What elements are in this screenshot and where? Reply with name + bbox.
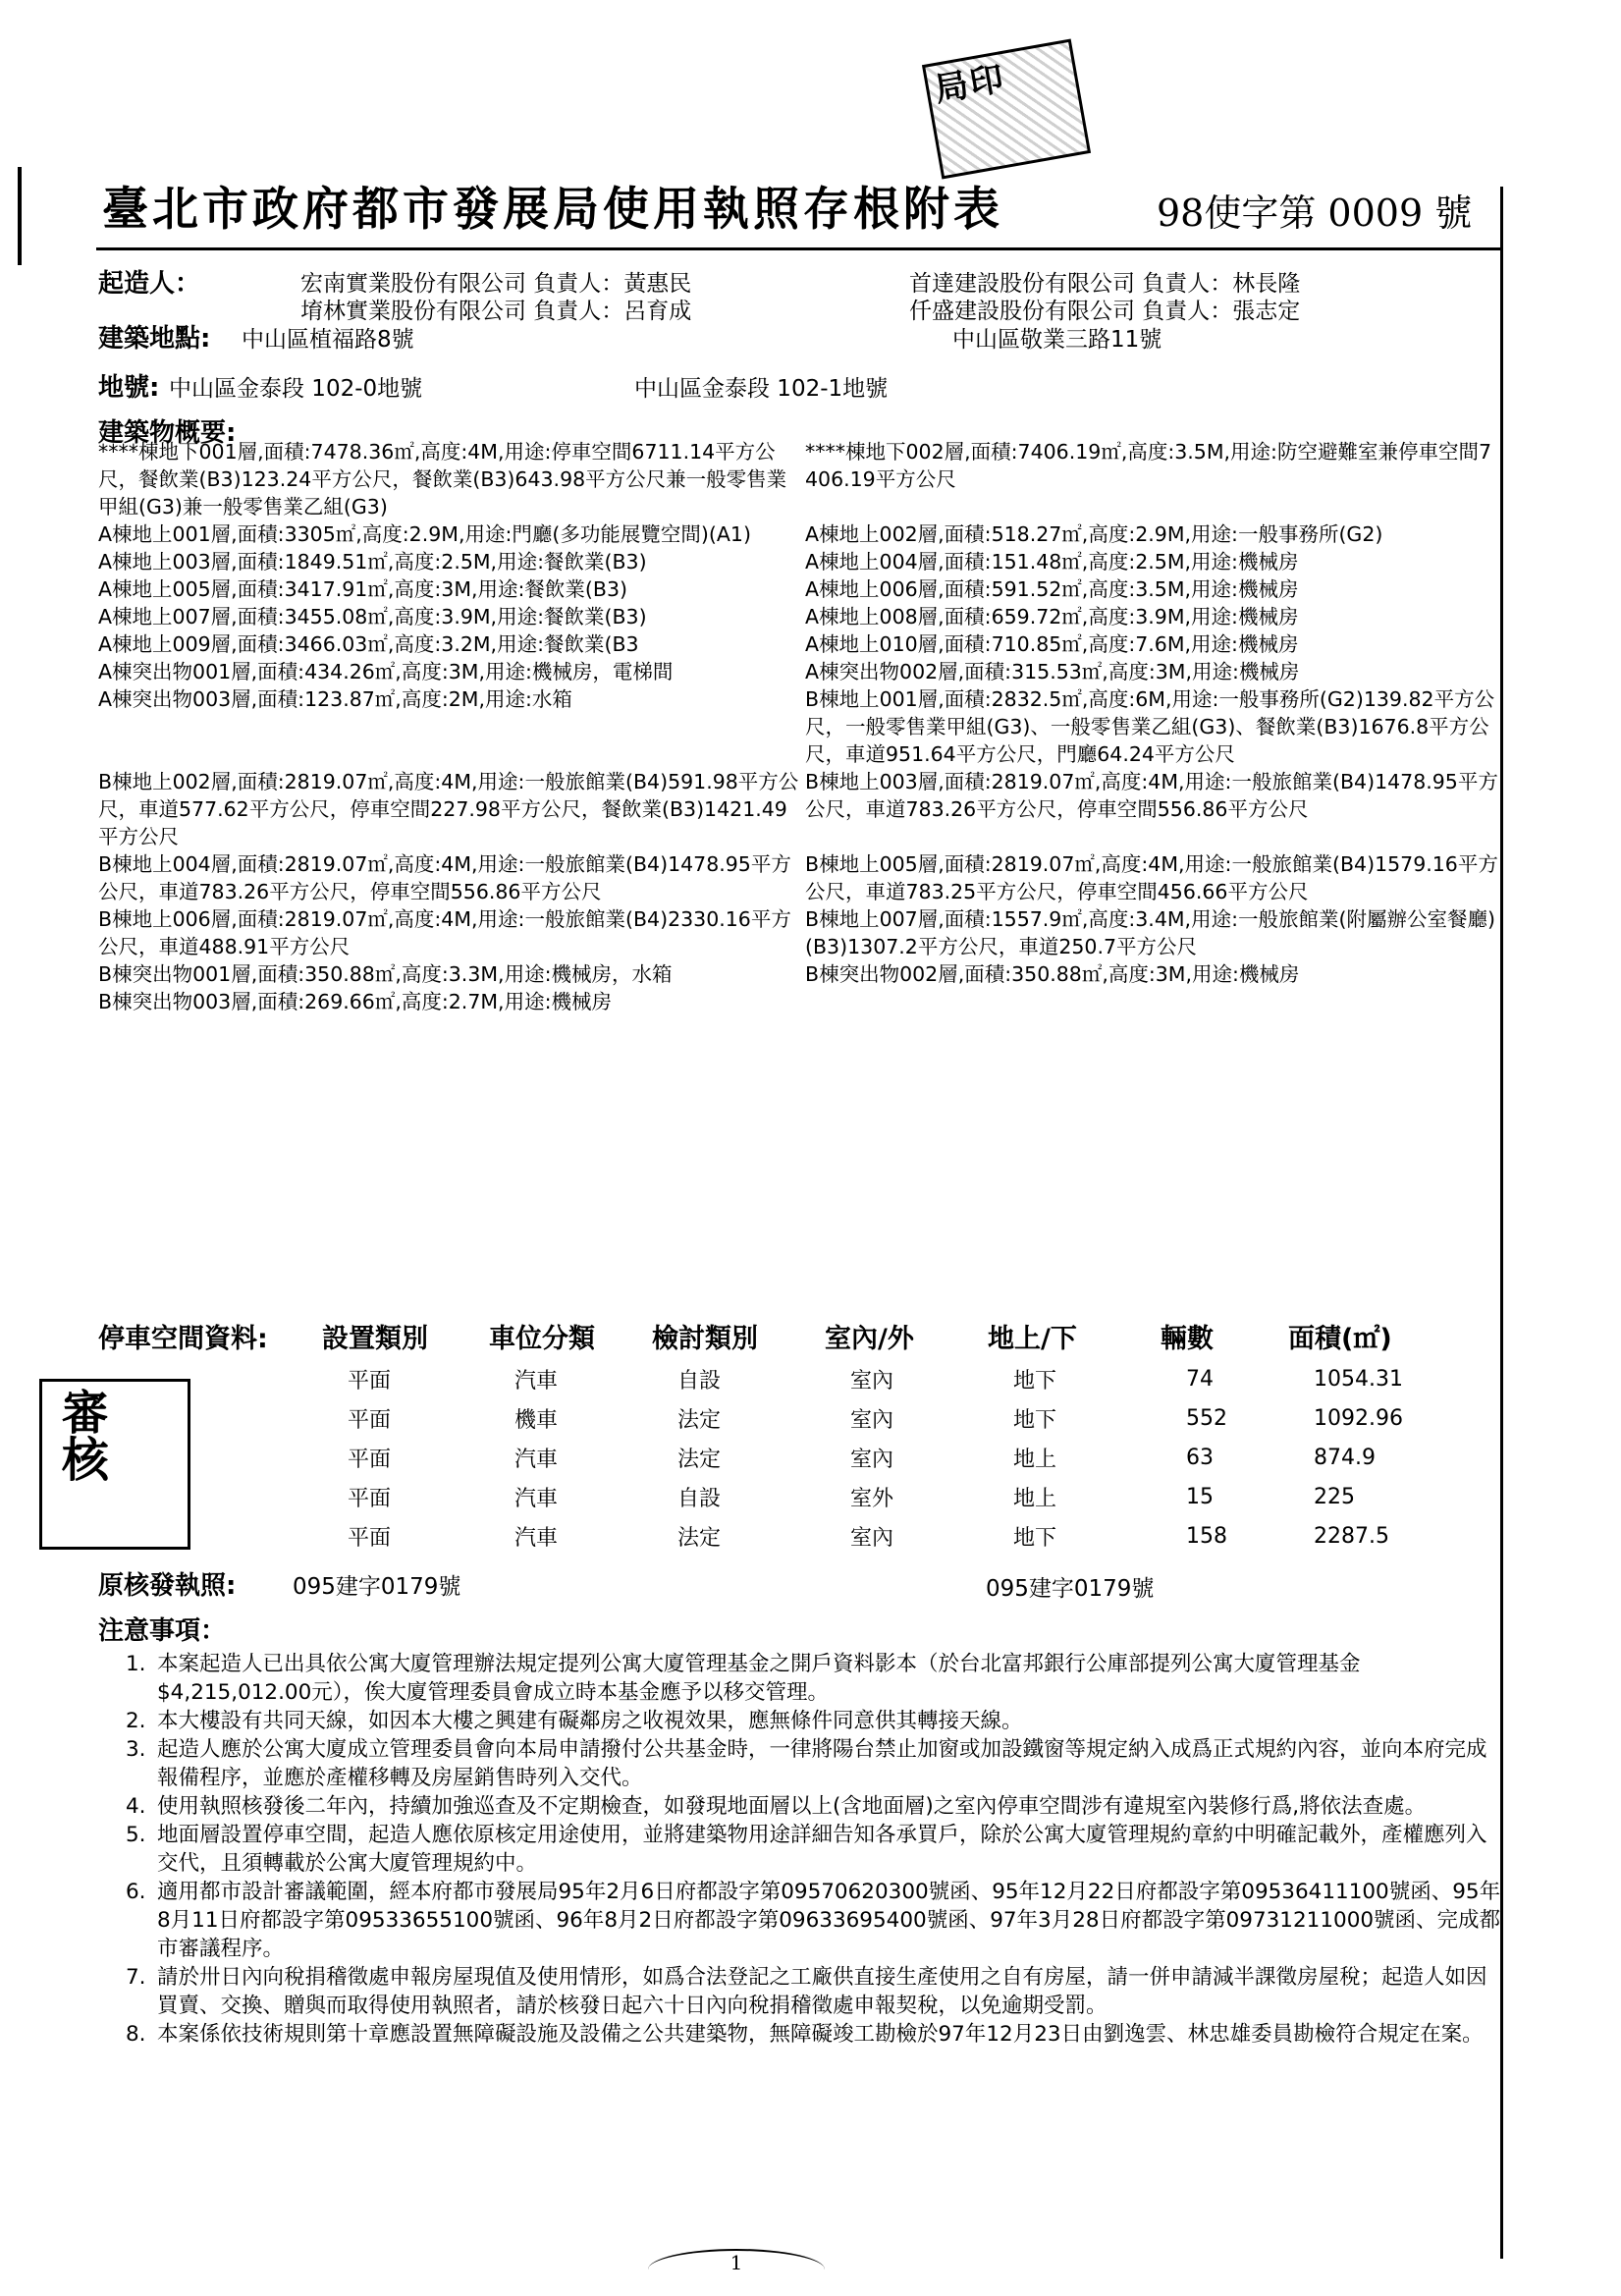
note-number: 5. xyxy=(126,1823,146,1847)
applicant-4: 仟盛建設股份有限公司 負責人：張志定 xyxy=(909,299,1301,324)
parking-cell: 室內 xyxy=(850,1407,894,1433)
parking-header: 車位分類 xyxy=(489,1323,595,1354)
notes-label: 注意事項： xyxy=(98,1616,227,1646)
building-floor-entry: A棟突出物001層,面積:434.26㎡,高度:3M,用途:機械房，電梯間 xyxy=(98,660,674,683)
parking-cell: 63 xyxy=(1186,1445,1214,1470)
summary-label: 建築物概要: xyxy=(98,418,237,448)
parking-cell: 室內 xyxy=(850,1525,894,1551)
parking-cell: 室外 xyxy=(850,1486,894,1511)
note-number: 8. xyxy=(126,2022,146,2047)
building-floor-entry: B棟地上002層,面積:2819.07㎡,高度:4M,用途:一般旅館業(B4)591.98平方公尺，車道577.62平方公尺，停車空間227.98平方公尺，餐飲業(B3)1421.49平方公尺 xyxy=(98,770,799,848)
official-seal-stamp xyxy=(922,39,1091,180)
binding-margin-mark xyxy=(18,167,37,265)
building-floor-entry: B棟地上003層,面積:2819.07㎡,高度:4M,用途:一般旅館業(B4)1478.95平方公尺，車道783.26平方公尺，停車空間556.86平方公尺 xyxy=(805,770,1498,821)
parking-cell: 汽車 xyxy=(514,1447,559,1472)
permit-number: 98使字第 0009 號 xyxy=(1157,191,1473,235)
parking-cell: 地下 xyxy=(1013,1368,1057,1394)
parking-cell: 法定 xyxy=(677,1447,722,1472)
parking-cell: 平面 xyxy=(348,1486,392,1511)
parking-cell: 158 xyxy=(1186,1523,1227,1549)
parking-row xyxy=(98,1438,1483,1477)
lot-number-2: 中山區金泰段 102-1地號 xyxy=(634,376,889,402)
building-summary-grid xyxy=(98,438,1504,1015)
building-floor-entry: B棟地上001層,面積:2832.5㎡,高度:6M,用途:一般事務所(G2)139.82平方公尺，一般零售業甲組(G3)、一般零售業乙組(G3)、餐飲業(B3)1676.8平方公尺，車道951.64平方公尺，門廳64.24平方公尺 xyxy=(805,687,1495,766)
page-number: 1 xyxy=(729,2251,743,2274)
parking-cell: 汽車 xyxy=(514,1525,559,1551)
note-number: 7. xyxy=(126,1965,146,1990)
note-item xyxy=(126,1792,1502,1821)
parking-rows xyxy=(98,1359,1483,1556)
parking-cell: 225 xyxy=(1314,1484,1355,1509)
note-text: 適用都市設計審議範圍，經本府都市發展局95年2月6日府都設字第09570620300號函、95年12月22日府都設字第09536411100號函、95年8月11日府都設字第09533655100號函、96年8月2日府都設字第09633695400號函、97年3月28日府都設字第09731211000號函、完成都市審議程序。 xyxy=(157,1880,1501,1961)
building-floor-entry: A棟地上004層,面積:151.48㎡,高度:2.5M,用途:機械房 xyxy=(805,550,1299,574)
parking-header: 檢討類別 xyxy=(652,1323,758,1354)
page-footer-mark xyxy=(648,2249,825,2290)
building-floor-entry: A棟地上007層,面積:3455.08㎡,高度:3.9M,用途:餐飲業(B3) xyxy=(98,605,647,629)
parking-row xyxy=(98,1516,1483,1556)
building-floor-entry: ****棟地下002層,面積:7406.19㎡,高度:3.5M,用途:防空避難室兼停車空間7406.19平方公尺 xyxy=(805,440,1492,491)
applicant-1: 宏南實業股份有限公司 負責人：黃惠民 xyxy=(300,271,692,297)
note-item xyxy=(126,1821,1502,1878)
parking-row xyxy=(98,1359,1483,1398)
parking-cell: 地上 xyxy=(1013,1486,1057,1511)
parking-cell: 自設 xyxy=(677,1368,722,1394)
notes-list xyxy=(126,1650,1502,2049)
building-floor-entry: A棟突出物002層,面積:315.53㎡,高度:3M,用途:機械房 xyxy=(805,660,1300,683)
parking-header: 面積(㎡) xyxy=(1288,1323,1392,1354)
parking-cell: 法定 xyxy=(677,1525,722,1551)
building-floor-entry: B棟突出物002層,面積:350.88㎡,高度:3M,用途:機械房 xyxy=(805,962,1300,986)
applicant-2: 首達建設股份有限公司 負責人：林長隆 xyxy=(909,271,1301,297)
applicant-label: 起造人： xyxy=(98,269,201,299)
parking-cell: 平面 xyxy=(348,1407,392,1433)
note-item xyxy=(126,2020,1502,2049)
note-text: 本大樓設有共同天線，如因本大樓之興建有礙鄰房之收視效果，應無條件同意供其轉接天線。 xyxy=(157,1709,1023,1733)
seal-text: 局印 xyxy=(932,59,1009,110)
parking-cell: 平面 xyxy=(348,1447,392,1472)
building-floor-entry: B棟地上005層,面積:2819.07㎡,高度:4M,用途:一般旅館業(B4)1579.16平方公尺，車道783.25平方公尺，停車空間456.66平方公尺 xyxy=(805,852,1498,903)
parking-cell: 1054.31 xyxy=(1314,1366,1403,1392)
note-number: 4. xyxy=(126,1794,146,1819)
parking-label: 停車空間資料: xyxy=(98,1323,268,1354)
title-divider xyxy=(96,247,1500,250)
parking-cell: 汽車 xyxy=(514,1368,559,1394)
parking-cell: 地下 xyxy=(1013,1525,1057,1551)
parking-cell: 74 xyxy=(1186,1366,1214,1392)
note-number: 6. xyxy=(126,1880,146,1904)
parking-cell: 平面 xyxy=(348,1525,392,1551)
note-item xyxy=(126,1963,1502,2020)
note-text: 本案起造人已出具依公寓大廈管理辦法規定提列公寓大廈管理基金之開戶資料影本（於台北富邦銀行公庫部提列公寓大廈管理基金$4,215,012.00元），俟大廈管理委員會成立時本基金應予以移交管理。 xyxy=(157,1652,1361,1705)
parking-cell: 室內 xyxy=(850,1447,894,1472)
building-floor-entry xyxy=(805,988,1504,1015)
note-item xyxy=(126,1735,1502,1792)
original-permit-label: 原核發執照: xyxy=(98,1571,237,1601)
site-label: 建築地點: xyxy=(98,324,211,354)
building-floor-entry: B棟地上006層,面積:2819.07㎡,高度:4M,用途:一般旅館業(B4)2330.16平方公尺，車道488.91平方公尺 xyxy=(98,907,791,958)
parking-cell: 地下 xyxy=(1013,1407,1057,1433)
parking-cell: 汽車 xyxy=(514,1486,559,1511)
building-floor-entry: A棟地上008層,面積:659.72㎡,高度:3.9M,用途:機械房 xyxy=(805,605,1299,629)
parking-header-row xyxy=(98,1312,1483,1359)
parking-cell: 法定 xyxy=(677,1407,722,1433)
original-permit-1: 095建字0179號 xyxy=(293,1574,461,1600)
parking-cell: 自設 xyxy=(677,1486,722,1511)
parking-cell: 機車 xyxy=(514,1407,559,1433)
building-floor-entry: B棟突出物001層,面積:350.88㎡,高度:3.3M,用途:機械房，水箱 xyxy=(98,962,673,986)
building-floor-entry: A棟地上010層,面積:710.85㎡,高度:7.6M,用途:機械房 xyxy=(805,632,1299,656)
building-floor-entry: ****棟地下001層,面積:7478.36㎡,高度:4M,用途:停車空間6711.14平方公尺，餐飲業(B3)123.24平方公尺，餐飲業(B3)643.98平方公尺兼一般零售業甲組(G3)兼一般零售業乙組(G3) xyxy=(98,440,787,519)
note-text: 起造人應於公寓大廈成立管理委員會向本局申請撥付公共基金時，一律將陽台禁止加窗或加設鐵窗等規定納入成爲正式規約內容，並向本府完成報備程序，並應於產權移轉及房屋銷售時列入交代。 xyxy=(157,1737,1487,1790)
parking-header: 設置類別 xyxy=(322,1323,428,1354)
building-floor-entry: A棟地上006層,面積:591.52㎡,高度:3.5M,用途:機械房 xyxy=(805,577,1299,601)
parking-header: 輛數 xyxy=(1161,1323,1214,1354)
note-text: 本案係依技術規則第十章應設置無障礙設施及設備之公共建築物，無障礙竣工勘檢於97年12月23日由劉逸雲、林忠雄委員勘檢符合規定在案。 xyxy=(157,2022,1484,2047)
building-floor-entry: A棟地上005層,面積:3417.91㎡,高度:3M,用途:餐飲業(B3) xyxy=(98,577,628,601)
applicant-3: 堉林實業股份有限公司 負責人：呂育成 xyxy=(300,299,692,324)
site-address-1: 中山區植福路8號 xyxy=(242,327,414,353)
note-number: 2. xyxy=(126,1709,146,1733)
note-text: 地面層設置停車空間，起造人應依原核定用途使用，並將建築物用途詳細告知各承買戶，除於公寓大廈管理規約章約中明確記載外，產權應列入交代，且須轉載於公寓大廈管理規約中。 xyxy=(157,1823,1487,1876)
original-permit-2: 095建字0179號 xyxy=(986,1576,1155,1602)
parking-row xyxy=(98,1477,1483,1516)
review-seal-text: 審核 xyxy=(53,1388,109,1482)
building-floor-entry: B棟地上007層,面積:1557.9㎡,高度:3.4M,用途:一般旅館業(附屬辦公室餐廳)(B3)1307.2平方公尺，車道250.7平方公尺 xyxy=(805,907,1495,958)
parking-cell: 1092.96 xyxy=(1314,1405,1403,1431)
site-address-2: 中山區敬業三路11號 xyxy=(952,327,1162,353)
parking-header: 室內/外 xyxy=(825,1323,914,1354)
note-text: 請於卅日內向稅捐稽徵處申報房屋現值及使用情形，如爲合法登記之工廠供直接生產使用之自有房屋，請一併申請減半課徵房屋稅；起造人如因買賣、交換、贈與而取得使用執照者，請於核發日起六十日內向稅捐稽徵處申報契稅，以免逾期受罰。 xyxy=(157,1965,1487,2018)
building-floor-entry: A棟突出物003層,面積:123.87㎡,高度:2M,用途:水箱 xyxy=(98,687,572,711)
parking-cell: 874.9 xyxy=(1314,1445,1376,1470)
parking-cell: 地上 xyxy=(1013,1447,1057,1472)
parking-cell: 平面 xyxy=(348,1368,392,1394)
lot-label: 地號: xyxy=(98,373,160,403)
parking-cell: 室內 xyxy=(850,1368,894,1394)
document-title: 臺北市政府都市發展局使用執照存根附表 xyxy=(102,183,1003,237)
note-text: 使用執照核發後二年內，持續加強巡查及不定期檢查，如發現地面層以上(含地面層)之室內停車空間涉有違規室內裝修行爲,將依法查處。 xyxy=(157,1794,1427,1819)
note-number: 1. xyxy=(126,1652,146,1676)
building-floor-entry: A棟地上009層,面積:3466.03㎡,高度:3.2M,用途:餐飲業(B3 xyxy=(98,632,639,656)
note-item xyxy=(126,1878,1502,1963)
parking-row xyxy=(98,1398,1483,1438)
parking-cell: 15 xyxy=(1186,1484,1214,1509)
building-floor-entry: B棟地上004層,面積:2819.07㎡,高度:4M,用途:一般旅館業(B4)1478.95平方公尺，車道783.26平方公尺，停車空間556.86平方公尺 xyxy=(98,852,791,903)
parking-cell: 2287.5 xyxy=(1314,1523,1389,1549)
building-floor-entry: A棟地上002層,面積:518.27㎡,高度:2.9M,用途:一般事務所(G2) xyxy=(805,522,1383,546)
building-floor-entry: A棟地上001層,面積:3305㎡,高度:2.9M,用途:門廳(多功能展覽空間)(A1) xyxy=(98,522,751,546)
parking-header: 地上/下 xyxy=(988,1323,1077,1354)
building-floor-entry: A棟地上003層,面積:1849.51㎡,高度:2.5M,用途:餐飲業(B3) xyxy=(98,550,647,574)
parking-table xyxy=(98,1312,1483,1556)
lot-number-1: 中山區金泰段 102-0地號 xyxy=(169,376,423,402)
parking-cell: 552 xyxy=(1186,1405,1227,1431)
note-number: 3. xyxy=(126,1737,146,1762)
note-item xyxy=(126,1707,1502,1735)
building-floor-entry: B棟突出物003層,面積:269.66㎡,高度:2.7M,用途:機械房 xyxy=(98,990,612,1013)
note-item xyxy=(126,1650,1502,1707)
